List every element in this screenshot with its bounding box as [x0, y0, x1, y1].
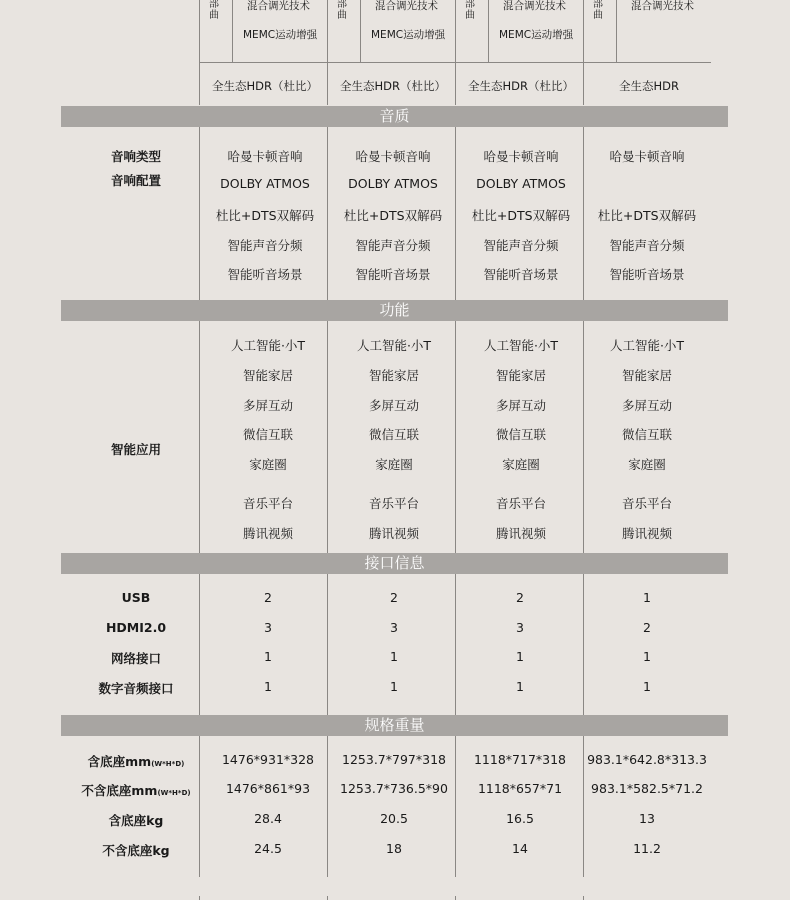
function-cell: 微信互联: [621, 427, 672, 442]
spec-label-text: 含底座mm: [87, 754, 152, 769]
column-divider: [360, 0, 361, 62]
port-value: 1: [390, 679, 398, 694]
spec-label-text: 含底座kg: [108, 813, 164, 828]
memc-text: MEMC运动增强: [371, 29, 446, 41]
function-cell: 家庭圈: [628, 457, 666, 472]
column-divider: [488, 0, 489, 62]
port-value: 3: [390, 620, 398, 635]
row-divider: [199, 62, 711, 63]
function-cell: 家庭圈: [249, 457, 287, 472]
spec-label: [61, 811, 211, 829]
function-cell: 家庭圈: [502, 457, 540, 472]
function-cell: 智能家居: [242, 368, 293, 383]
port-value: 1: [516, 649, 524, 664]
audio-cell: 杜比+DTS双解码: [471, 208, 571, 223]
port-value: 3: [264, 620, 272, 635]
spec-value: 13: [639, 811, 655, 826]
spec-value: 24.5: [254, 841, 282, 856]
vertical-label: 部曲: [209, 0, 219, 21]
function-cell: 智能家居: [368, 368, 419, 383]
audio-cell: 杜比+DTS双解码: [215, 208, 315, 223]
audio-cell: 智能声音分频: [227, 238, 303, 253]
column-divider: [455, 896, 456, 900]
column-divider: [327, 896, 328, 900]
spec-label: [61, 841, 211, 859]
spec-value: 1118*717*318: [473, 752, 567, 767]
vertical-label: 部曲: [465, 0, 475, 21]
audio-type-label: 音响类型: [110, 149, 161, 164]
function-cell: 音乐平台: [368, 496, 419, 511]
spec-label: [61, 781, 211, 799]
port-label: 网络接口: [110, 651, 161, 666]
mix-tech-text: 混合调光技术: [503, 0, 566, 12]
function-cell: 微信互联: [495, 427, 546, 442]
section-header-ports: 接口信息: [61, 553, 728, 574]
audio-cell: 杜比+DTS双解码: [597, 208, 697, 223]
column-divider: [616, 0, 617, 62]
function-cell: 智能家居: [495, 368, 546, 383]
column-divider: [199, 896, 200, 900]
hdr-text: 全生态HDR（杜比）: [340, 79, 446, 93]
audio-cell: 智能听音场景: [227, 267, 303, 282]
audio-cell: 智能听音场景: [355, 267, 431, 282]
audio-config-label: 音响配置: [110, 173, 161, 188]
section-header-audio: 音质: [61, 106, 728, 127]
vertical-label: 部曲: [593, 0, 603, 21]
function-cell: 人工智能·小T: [230, 338, 306, 353]
spec-value: 16.5: [506, 811, 534, 826]
function-cell: 人工智能·小T: [483, 338, 559, 353]
spec-label-text: 不含底座kg: [102, 843, 170, 858]
port-value: 1: [643, 590, 651, 605]
port-label: 数字音频接口: [98, 681, 174, 696]
port-label: USB: [121, 590, 151, 605]
audio-cell: 智能声音分频: [483, 238, 559, 253]
spec-value: 1476*931*328: [221, 752, 315, 767]
function-cell: 音乐平台: [495, 496, 546, 511]
mix-tech-text: 混合调光技术: [631, 0, 694, 12]
vertical-label: 部曲: [337, 0, 347, 21]
section-header-function: 功能: [61, 300, 728, 321]
port-value: 1: [643, 649, 651, 664]
column-divider: [199, 321, 200, 553]
function-cell: 微信互联: [368, 427, 419, 442]
mix-tech-text: 混合调光技术: [247, 0, 310, 12]
function-cell: 多屏互动: [368, 398, 419, 413]
port-value: 2: [390, 590, 398, 605]
audio-cell: 哈曼卡顿音响: [609, 149, 685, 164]
smart-app-label: 智能应用: [110, 442, 161, 457]
function-cell: 腾讯视频: [621, 526, 672, 541]
hdr-text: 全生态HDR（杜比）: [468, 79, 574, 93]
port-label: HDMI2.0: [105, 620, 167, 635]
hdr-text: 全生态HDR（杜比）: [212, 79, 318, 93]
spec-value: 20.5: [380, 811, 408, 826]
function-cell: 腾讯视频: [495, 526, 546, 541]
port-value: 1: [390, 649, 398, 664]
audio-cell: 哈曼卡顿音响: [483, 149, 559, 164]
port-value: 1: [264, 679, 272, 694]
column-divider: [583, 896, 584, 900]
column-divider: [199, 0, 200, 105]
spec-value: 1118*657*71: [477, 781, 563, 796]
memc-text: MEMC运动增强: [499, 29, 574, 41]
mix-tech-text: 混合调光技术: [375, 0, 438, 12]
spec-value: 983.1*642.8*313.3: [587, 752, 707, 767]
audio-cell: 智能听音场景: [609, 267, 685, 282]
audio-cell: 智能声音分频: [609, 238, 685, 253]
spec-label-text: 不含底座mm: [81, 783, 158, 798]
function-cell: 智能家居: [621, 368, 672, 383]
spec-value: 1253.7*797*318: [342, 752, 446, 767]
function-cell: 多屏互动: [495, 398, 546, 413]
spec-value: 1253.7*736.5*90: [340, 781, 448, 796]
function-cell: 多屏互动: [242, 398, 293, 413]
column-divider: [232, 0, 233, 62]
spec-label-suffix: (W*H*D): [157, 789, 191, 797]
section-header-specs: 规格重量: [61, 715, 728, 736]
spec-value: 11.2: [633, 841, 661, 856]
audio-cell: DOLBY ATMOS: [476, 176, 566, 191]
spec-value: 1476*861*93: [225, 781, 311, 796]
spec-value: 28.4: [254, 811, 282, 826]
audio-cell: 杜比+DTS双解码: [343, 208, 443, 223]
audio-cell: DOLBY ATMOS: [348, 176, 438, 191]
port-value: 1: [643, 679, 651, 694]
port-value: 1: [516, 679, 524, 694]
function-cell: 音乐平台: [621, 496, 672, 511]
audio-cell: DOLBY ATMOS: [220, 176, 310, 191]
audio-cell: 智能听音场景: [483, 267, 559, 282]
function-cell: 家庭圈: [375, 457, 413, 472]
spec-value: 18: [386, 841, 402, 856]
function-cell: 人工智能·小T: [356, 338, 432, 353]
audio-cell: 智能声音分频: [355, 238, 431, 253]
function-cell: 多屏互动: [621, 398, 672, 413]
port-value: 2: [643, 620, 651, 635]
port-value: 2: [516, 590, 524, 605]
port-value: 3: [516, 620, 524, 635]
hdr-text: 全生态HDR: [619, 79, 679, 93]
spec-label-suffix: (W*H*D): [151, 760, 185, 768]
audio-cell: 哈曼卡顿音响: [227, 149, 303, 164]
function-cell: 微信互联: [242, 427, 293, 442]
function-cell: 音乐平台: [242, 496, 293, 511]
memc-text: MEMC运动增强: [243, 29, 318, 41]
spec-value: 983.1*582.5*71.2: [591, 781, 703, 796]
port-value: 2: [264, 590, 272, 605]
function-cell: 人工智能·小T: [609, 338, 685, 353]
spec-value: 14: [512, 841, 528, 856]
function-cell: 腾讯视频: [368, 526, 419, 541]
audio-cell: 哈曼卡顿音响: [355, 149, 431, 164]
function-cell: 腾讯视频: [242, 526, 293, 541]
spec-label: [61, 752, 211, 770]
port-value: 1: [264, 649, 272, 664]
